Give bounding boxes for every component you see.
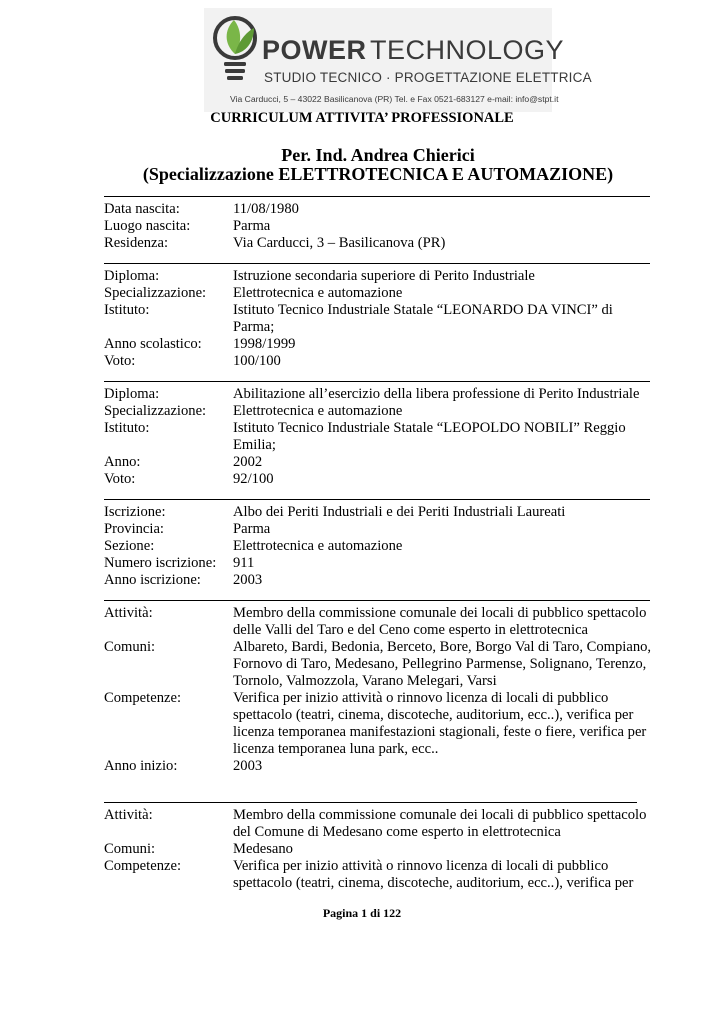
lightbulb-leaf-icon (212, 14, 258, 84)
field-value: Parma (233, 521, 271, 537)
brand-address: Via Carducci, 5 – 43022 Basilicanova (PR) Tel. e Fax 0521-683127 e-mail: info@stpt.it (230, 94, 559, 104)
field-label: Provincia: (104, 521, 164, 537)
field-value: Elettrotecnica e automazione (233, 285, 403, 301)
field-label: Diploma: (104, 268, 160, 284)
page-number: Pagina 1 di 122 (322, 906, 402, 920)
field-value: Medesano (233, 841, 293, 857)
document-heading: CURRICULUM ATTIVITA’ PROFESSIONALE (210, 110, 514, 126)
field-value: Abilitazione all’esercizio della libera professione di Perito Industriale (233, 386, 640, 402)
field-value: Elettrotecnica e automazione (233, 538, 403, 554)
field-value: Membro della commissione comunale dei locali di pubblico spettacolo delle Valli del Taro e del Ceno come esperto in elettrotecnica (233, 605, 647, 638)
field-value: Istruzione secondaria superiore di Perito Industriale (233, 268, 535, 284)
field-label: Diploma: (104, 386, 160, 402)
field-value: Verifica per inizio attività o rinnovo licenza di locali di pubblico spettacolo (teatri, cinema, discoteche, auditorium, ecc..), verifica per (233, 858, 634, 891)
field-label: Competenze: (104, 690, 181, 706)
field-value: 2002 (233, 454, 263, 470)
field-value: 11/08/1980 (233, 201, 299, 217)
field-label: Comuni: (104, 841, 156, 857)
field-label: Voto: (104, 471, 136, 487)
field-label: Residenza: (104, 235, 169, 251)
field-value: 1998/1999 (233, 336, 296, 352)
section-divider (104, 196, 650, 197)
field-value: Istituto Tecnico Industriale Statale “LEONARDO DA VINCI” di Parma; (233, 302, 613, 335)
field-label: Numero iscrizione: (104, 555, 217, 571)
field-label: Specializzazione: (104, 403, 207, 419)
field-value: 2003 (233, 758, 263, 774)
field-label: Attività: (104, 605, 153, 621)
field-label: Attività: (104, 807, 153, 823)
field-label: Anno iscrizione: (104, 572, 201, 588)
brand-power: POWER (262, 35, 367, 65)
field-label: Anno scolastico: (104, 336, 202, 352)
field-value: Verifica per inizio attività o rinnovo licenza di locali di pubblico spettacolo (teatri, cinema, discoteche, auditorium, ecc..), verifica per licenza temporanea manifestazioni stagionali, feste o fiere, verifica per licenza temporanea luna park, ecc.. (233, 690, 647, 757)
brand-subtitle: STUDIO TECNICO · PROGETTAZIONE ELETTRICA (264, 70, 592, 85)
field-value: Membro della commissione comunale dei locali di pubblico spettacolo del Comune di Medesano come esperto in elettrotecnica (233, 807, 647, 840)
person-name: Per. Ind. Andrea Chierici (281, 145, 475, 165)
field-label: Iscrizione: (104, 504, 166, 520)
field-value: Istituto Tecnico Industriale Statale “LEOPOLDO NOBILI” Reggio Emilia; (233, 420, 626, 453)
section-divider (104, 802, 637, 803)
section-divider (104, 499, 650, 500)
field-label: Specializzazione: (104, 285, 207, 301)
letterhead (204, 8, 592, 112)
field-label: Data nascita: (104, 201, 180, 217)
section-divider (104, 381, 650, 382)
section-divider (104, 263, 650, 264)
field-value: Parma (233, 218, 271, 234)
field-value: 92/100 (233, 471, 274, 487)
field-label: Sezione: (104, 538, 155, 554)
field-label: Voto: (104, 353, 136, 369)
field-label: Istituto: (104, 420, 150, 436)
field-label: Anno: (104, 454, 141, 470)
brand-technology: TECHNOLOGY (370, 35, 565, 65)
person-specialization: (Specializzazione ELETTROTECNICA E AUTOMAZIONE) (142, 164, 614, 184)
field-value: Albareto, Bardi, Bedonia, Berceto, Bore, Borgo Val di Taro, Compiano, Fornovo di Taro, Medesano, Pellegrino Parmense, Solignano, Terenzo, Tornolo, Valmozzola, Varano Melegari, Varsi (233, 639, 652, 689)
field-value: 2003 (233, 572, 263, 588)
field-label: Istituto: (104, 302, 150, 318)
field-label: Comuni: (104, 639, 156, 655)
field-label: Anno inizio: (104, 758, 178, 774)
field-label: Luogo nascita: (104, 218, 191, 234)
field-label: Competenze: (104, 858, 181, 874)
field-value: Albo dei Periti Industriali e dei Periti Industriali Laureati (233, 504, 566, 520)
field-value: Elettrotecnica e automazione (233, 403, 403, 419)
field-value: 911 (233, 555, 255, 571)
section-divider (104, 600, 650, 601)
field-value: 100/100 (233, 353, 281, 369)
field-value: Via Carducci, 3 – Basilicanova (PR) (233, 235, 446, 251)
